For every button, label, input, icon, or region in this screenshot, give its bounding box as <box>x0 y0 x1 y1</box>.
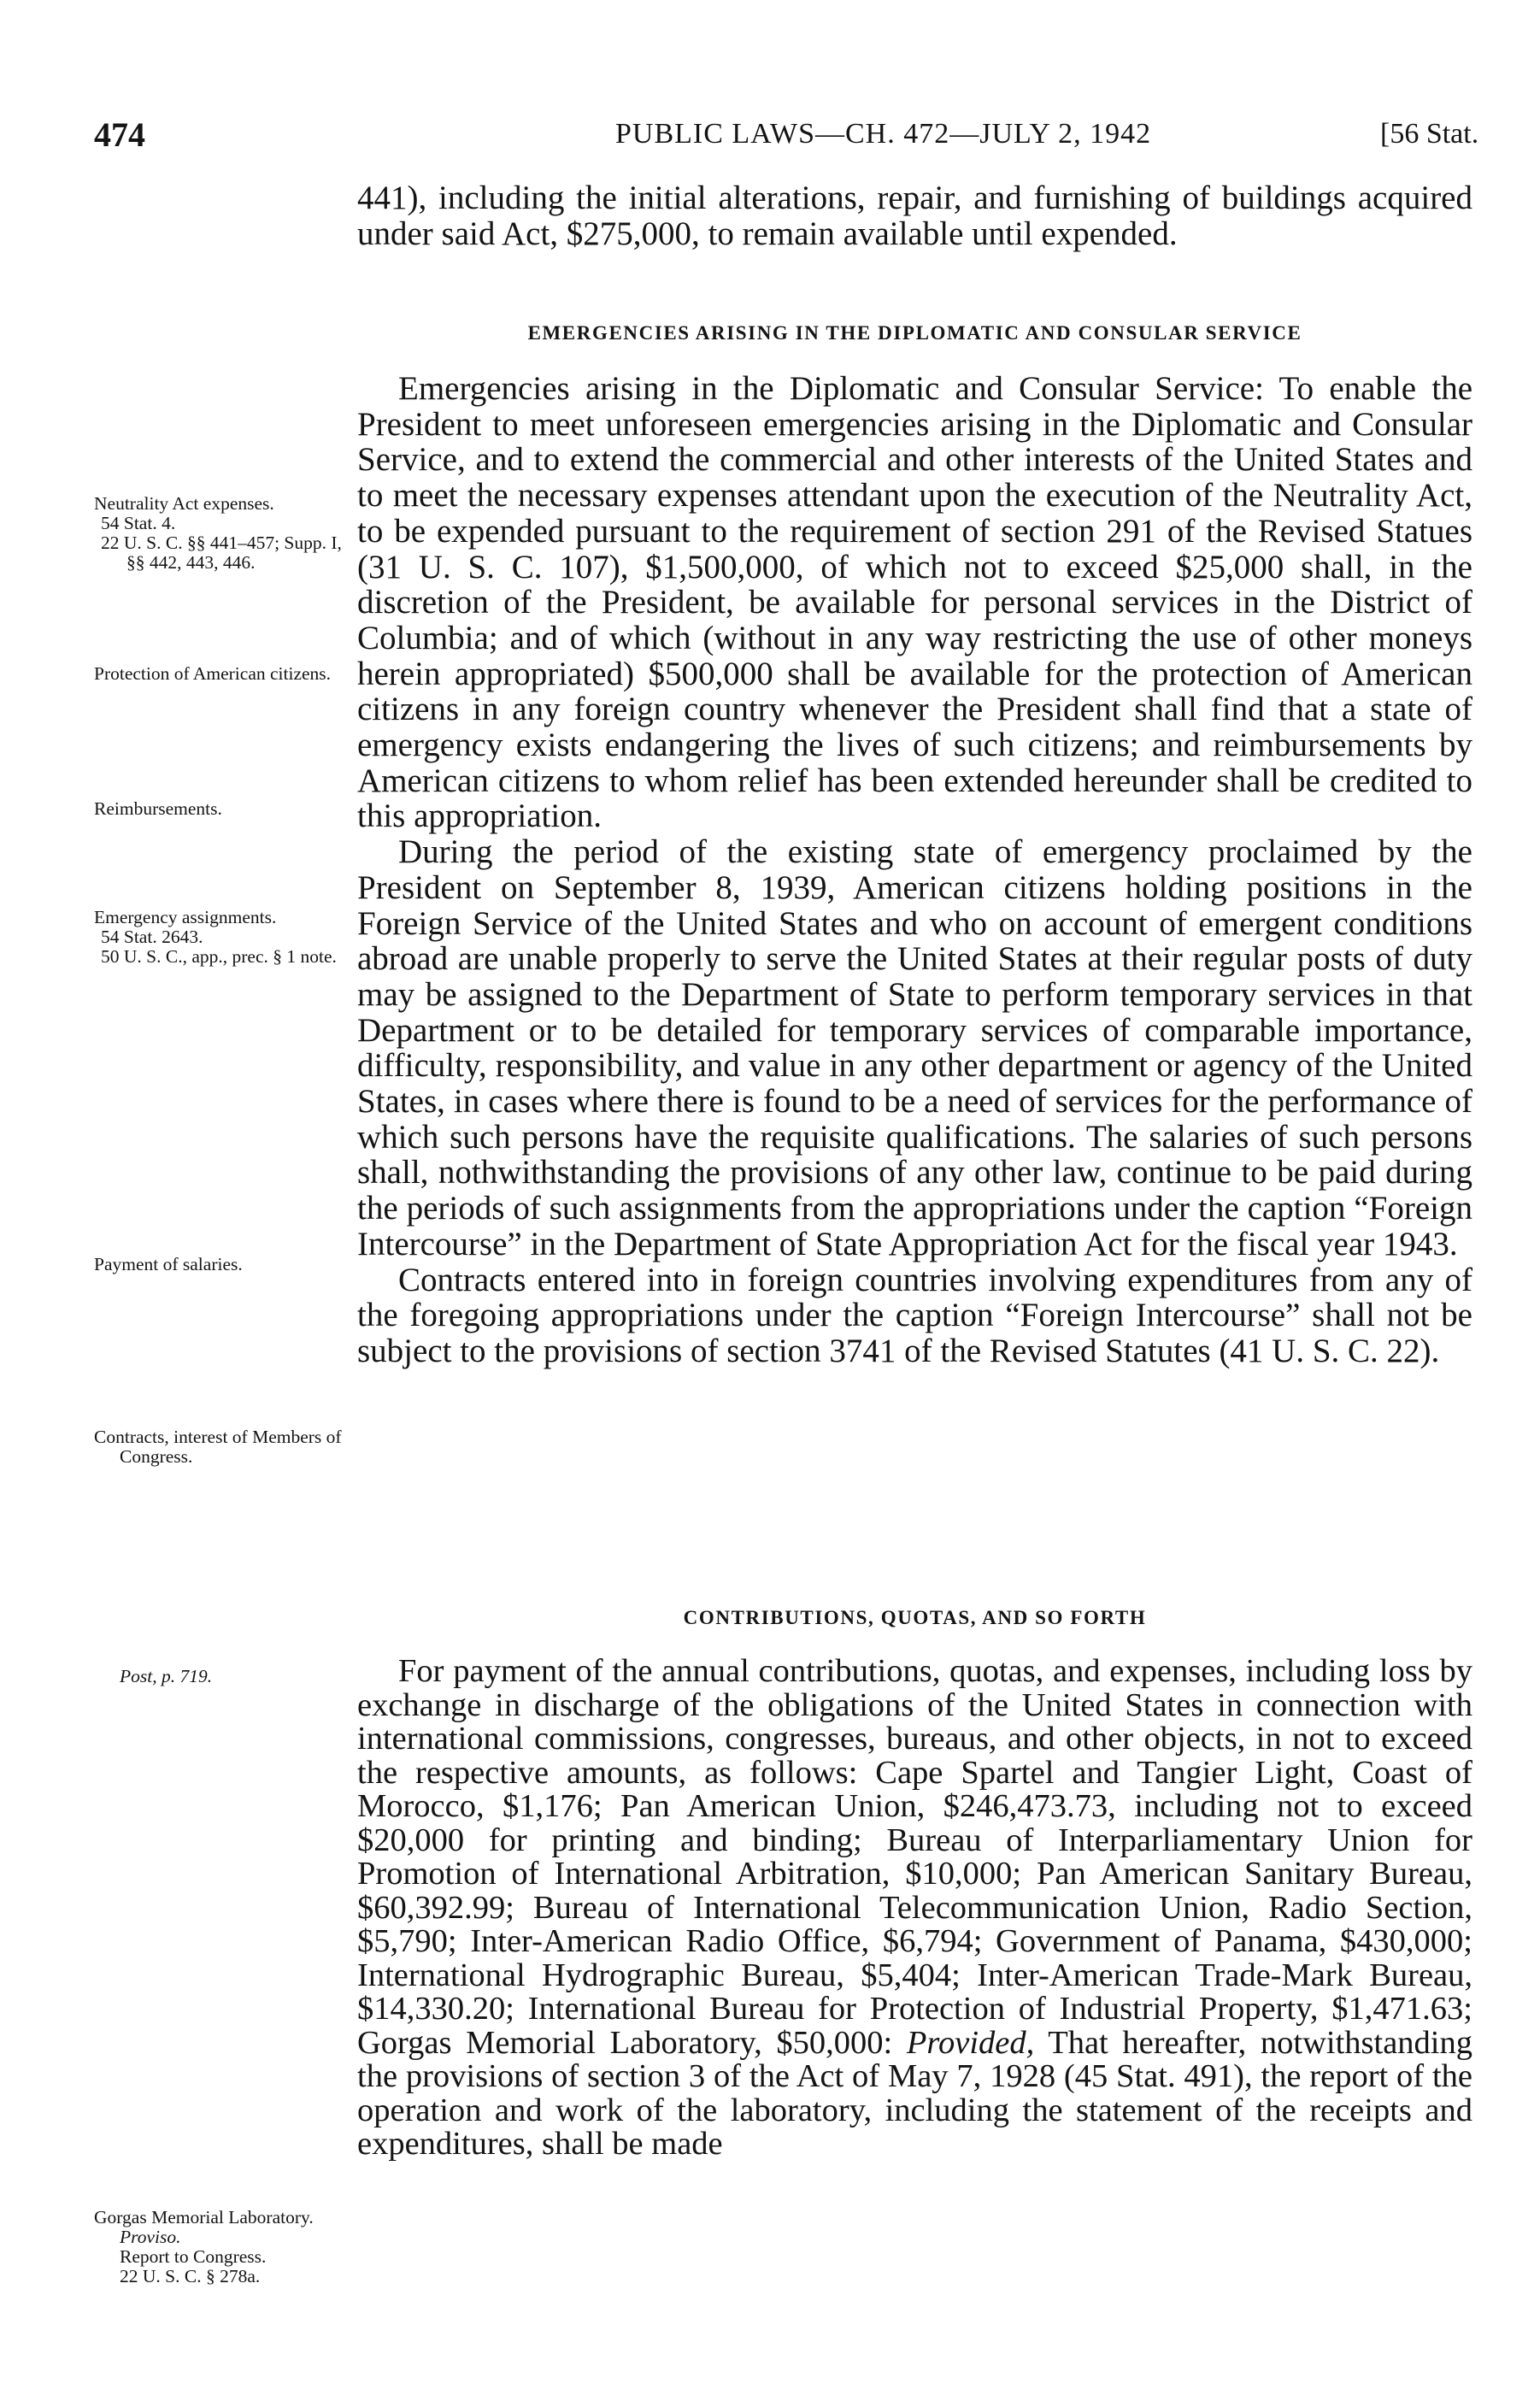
stat-reference: [56 Stat. <box>1380 118 1479 150</box>
note-gorgas-usc: 22 U. S. C. § 278a. <box>120 2266 261 2286</box>
paragraph-emergency-assignments: During the period of the existing state of emergency proclaimed by the President on September 8, 1939, American citizens holding positions in the Foreign Service of the United States and who on account of emergent conditions abroad are unable properly to serve the United States at their regular posts of duty may be assigned to the Department of State to perform temporary services in that Department or to be detailed for temporary services of comparable importance, difficulty, responsibility, and value in any other department or agency of the United States, in cases where there is found to be a need of services for the performance of which such persons have the requisite qualifications. The salaries of such persons shall, nothwithstanding the provisions of any other law, continue to be paid during the periods of such assignments from the appropriations under the caption “Foreign Intercourse” in the Department of State Appropriation Act for the fiscal year 1943. <box>357 833 1472 1262</box>
margin-note-emergency <box>94 908 342 967</box>
section-heading-contributions: CONTRIBUTIONS, QUOTAS, AND SO FORTH <box>683 1607 1147 1628</box>
note-reimbursements: Reimbursements. <box>94 798 222 819</box>
note-gorgas-title: Gorgas Memorial Laboratory. <box>94 2207 314 2228</box>
note-emergency-title: Emergency assignments. <box>94 907 277 927</box>
section2-body <box>357 1655 1472 2162</box>
note-neutrality-stat: 54 Stat. 4. <box>101 513 176 533</box>
proviso-text: That hereafter, notwithstanding the provisions of section 3 of the Act of May 7, 1928 (45 Stat. 491), the report of the operation and work of the laboratory, including the statement of the receipts and expenditures, shall be made <box>357 2024 1473 2162</box>
paragraph-emergencies: Emergencies arising in the Diplomatic and Consular Service: To enable the President to meet unforeseen emergencies arising in the Diplomatic and Consular Service, and to extend the commercial and other interests of the United States and to meet the necessary expenses attendant upon the execution of the Neutrality Act, to be expended pursuant to the requirement of section 291 of the Revised Statues (31 U. S. C. 107), $1,500,000, of which not to exceed $25,000 shall, in the discretion of the President, be available for personal services in the District of Columbia; and of which (without in any way restricting the use of other moneys herein appropriated) $500,000 shall be available for the protection of American citizens in any foreign country whenever the President shall find that a state of emergency exists endangering the lives of such citizens; and reimbursements by American citizens to whom relief has been extended hereunder shall be credited to this appropriation. <box>357 370 1472 835</box>
paragraph-contributions <box>357 1655 1472 2162</box>
note-gorgas-proviso: Proviso. <box>120 2227 181 2247</box>
margin-note-post <box>120 1667 367 1686</box>
running-title: PUBLIC LAWS—CH. 472—JULY 2, 1942 <box>615 118 1152 150</box>
section1-body <box>357 371 1472 1369</box>
note-payment: Payment of salaries. <box>94 1254 243 1274</box>
page-number: 474 <box>94 115 145 154</box>
note-gorgas-report: Report to Congress. <box>120 2246 267 2267</box>
note-contracts: Contracts, interest of Members of Congress. <box>94 1427 342 1467</box>
margin-note-payment <box>94 1255 342 1274</box>
note-emergency-usc: 50 U. S. C., app., prec. § 1 note. <box>101 946 337 967</box>
contributions-text: For payment of the annual contributions, quotas, and expenses, including loss by exchange in discharge of the obligations of the United States in connection with international commissions, congresses, bureaus, and other objects, in not to exceed the respective amounts, as follows: Cape Spartel and Tangier Light, Coast of Morocco, $1,176; Pan American Union, $246,473.73, including not to exceed $20,000 for printing and binding; Bureau of Interparliamentary Union for Promotion of International Arbitration, $10,000; Pan American Sanitary Bureau, $60,392.99; Bureau of International Telecommunication Union, Radio Section, $5,790; Inter-American Radio Office, $6,794; Government of Panama, $430,000; International Hydrographic Bureau, $5,404; Inter-American Trade-Mark Bureau, $14,330.20; International Bureau for Protection of Industrial Property, $1,471.63; Gorgas Memorial Laboratory, $50,000: <box>357 1653 1472 2061</box>
note-post: Post, p. 719. <box>120 1666 213 1686</box>
note-neutrality-usc: 22 U. S. C. §§ 441–457; Supp. I, §§ 442, 443, 446. <box>101 533 342 573</box>
margin-note-gorgas <box>94 2208 342 2286</box>
section-heading-emergencies: EMERGENCIES ARISING IN THE DIPLOMATIC AND CONSULAR SERVICE <box>527 322 1302 344</box>
intro-paragraph: 441), including the initial alterations, repair, and furnishing of buildings acquired under said Act, $275,000, to remain available until expended. <box>357 179 1472 252</box>
paragraph-contracts: Contracts entered into in foreign countries involving expenditures from any of the foregoing appropriations under the caption “Foreign Intercourse” shall not be subject to the provisions of section 3741 of the Revised Statutes (41 U. S. C. 22). <box>357 1261 1472 1369</box>
note-protection: Protection of American citizens. <box>94 663 332 684</box>
proviso-word: Provided, <box>906 2024 1035 2061</box>
intro-block <box>357 180 1472 251</box>
margin-note-protection <box>94 664 342 684</box>
note-emergency-stat: 54 Stat. 2643. <box>101 927 203 947</box>
margin-note-reimbursements <box>94 799 342 819</box>
note-neutrality-title: Neutrality Act expenses. <box>94 493 274 514</box>
margin-note-neutrality <box>94 494 342 573</box>
margin-note-contracts <box>94 1427 342 1467</box>
